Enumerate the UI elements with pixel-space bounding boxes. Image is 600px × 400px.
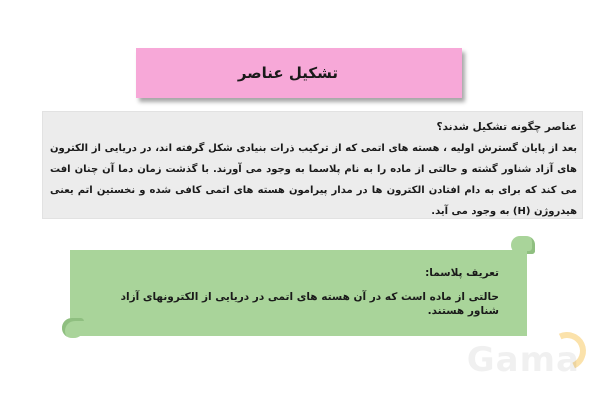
content-box: [42, 111, 583, 219]
title-banner: [136, 48, 462, 98]
definition-text: حالتی از ماده است که در آن هسته های اتمی در دریایی از الکترونهای آزاد شناور هستند.: [120, 291, 499, 317]
scroll-curl-bottom: [62, 318, 84, 338]
content-paragraph: بعد از پایان گسترش اولیه ، هسته های اتمی که از ترکیب ذرات بنیادی شکل گرفته اند، در دریایی از الکترون های آزاد شناور گشته و حالتی از ماده را به نام پلاسما به وجود می آورند. با گذشت زمان دما آن چنان افت می کند که برای به دام افتادن الکترون ها در مدار پیرامون هسته های اتمی کافی شده و نخستین اتم یعنی هیدروژن (H) به وجود می آید.: [50, 143, 577, 217]
watermark-logo: Gama: [466, 340, 580, 380]
definition-term: تعریف پلاسما:: [425, 267, 499, 279]
page-title: تشکیل عناصر: [237, 64, 338, 82]
content-question: عناصر چگونه تشکیل شدند؟: [436, 121, 577, 133]
definition-scroll: [70, 250, 527, 336]
